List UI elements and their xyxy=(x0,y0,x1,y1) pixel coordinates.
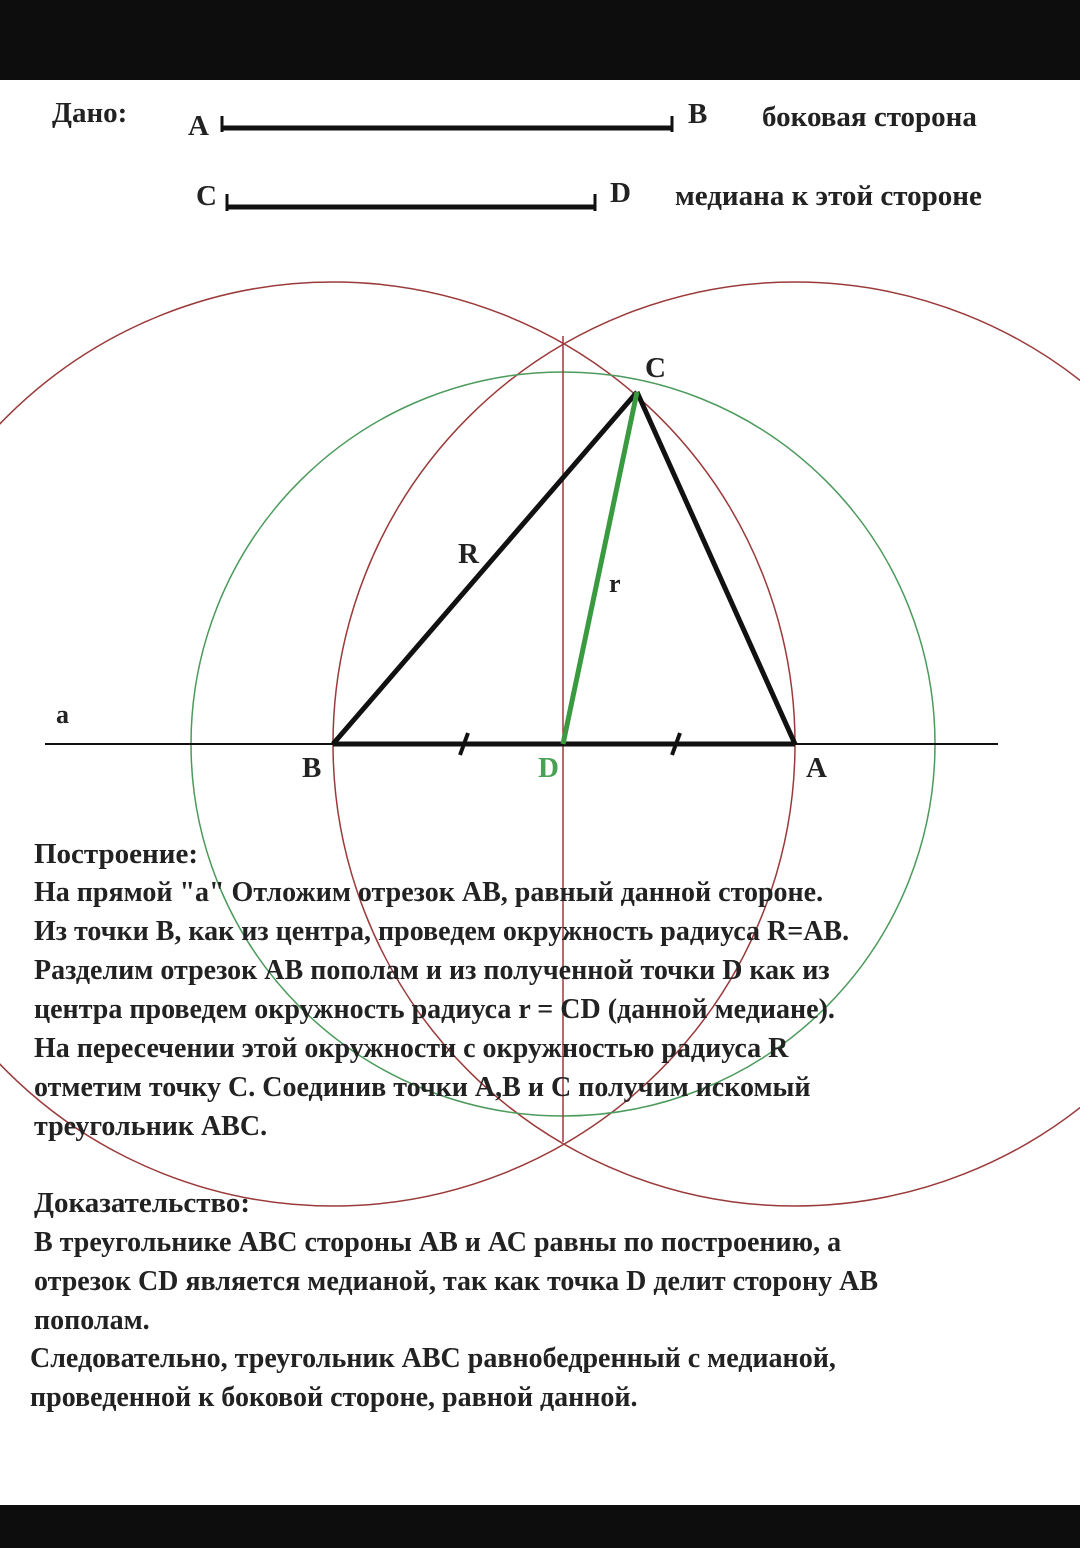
given-label: Дано: xyxy=(52,97,128,129)
line-label-a: a xyxy=(56,700,69,729)
median-CD xyxy=(563,392,637,744)
point-label-B: B xyxy=(302,752,322,784)
proof-line-3: пополам. xyxy=(34,1305,150,1336)
proof-line-2: отрезок CD является медианой, так как точка D делит сторону АВ xyxy=(34,1266,878,1297)
proof-line-1: В треугольнике АВС стороны АВ и АС равны по построению, а xyxy=(34,1227,842,1258)
conclusion-line-1: Следовательно, треугольник АВС равнобедренный с медианой, xyxy=(30,1343,836,1374)
conclusion-line-2: проведенной к боковой стороне, равной данной. xyxy=(30,1382,638,1413)
construction-line-1: На прямой "а" Отложим отрезок АВ, равный данной стороне. xyxy=(34,877,824,908)
construction-line-6: отметим точку С. Соединив точки А,В и С получим искомый xyxy=(34,1072,811,1103)
construction-line-2: Из точки В, как из центра, проведем окружность радиуса R=AB. xyxy=(34,916,850,947)
given-point-D: D xyxy=(610,177,631,209)
radius-label-R: R xyxy=(458,538,479,570)
given-segment1-description: боковая сторона xyxy=(762,101,977,133)
construction-line-4: центра проведем окружность радиуса r = CD (данной медиане). xyxy=(34,994,835,1025)
construction-heading: Построение: xyxy=(34,838,198,870)
top-black-bar xyxy=(0,0,1080,80)
point-label-A: A xyxy=(806,752,827,784)
worksheet xyxy=(0,80,1080,1505)
radius-label-r: r xyxy=(609,569,621,598)
side-BC xyxy=(333,392,637,744)
bottom-black-bar xyxy=(0,1505,1080,1548)
construction-line-5: На пересечении этой окружности с окружностью радиуса R xyxy=(34,1033,789,1064)
point-label-C: C xyxy=(645,352,666,384)
construction-line-7: треугольник АВС. xyxy=(34,1111,268,1142)
given-point-A: A xyxy=(188,110,209,142)
given-point-C: C xyxy=(196,180,217,212)
point-label-D: D xyxy=(538,752,559,784)
given-point-B: B xyxy=(688,98,708,130)
given-segment2-description: медиана к этой стороне xyxy=(675,180,982,212)
proof-heading: Доказательство: xyxy=(34,1187,251,1219)
side-AC xyxy=(637,392,795,744)
construction-line-3: Разделим отрезок АВ пополам и из полученной точки D как из xyxy=(34,955,830,986)
